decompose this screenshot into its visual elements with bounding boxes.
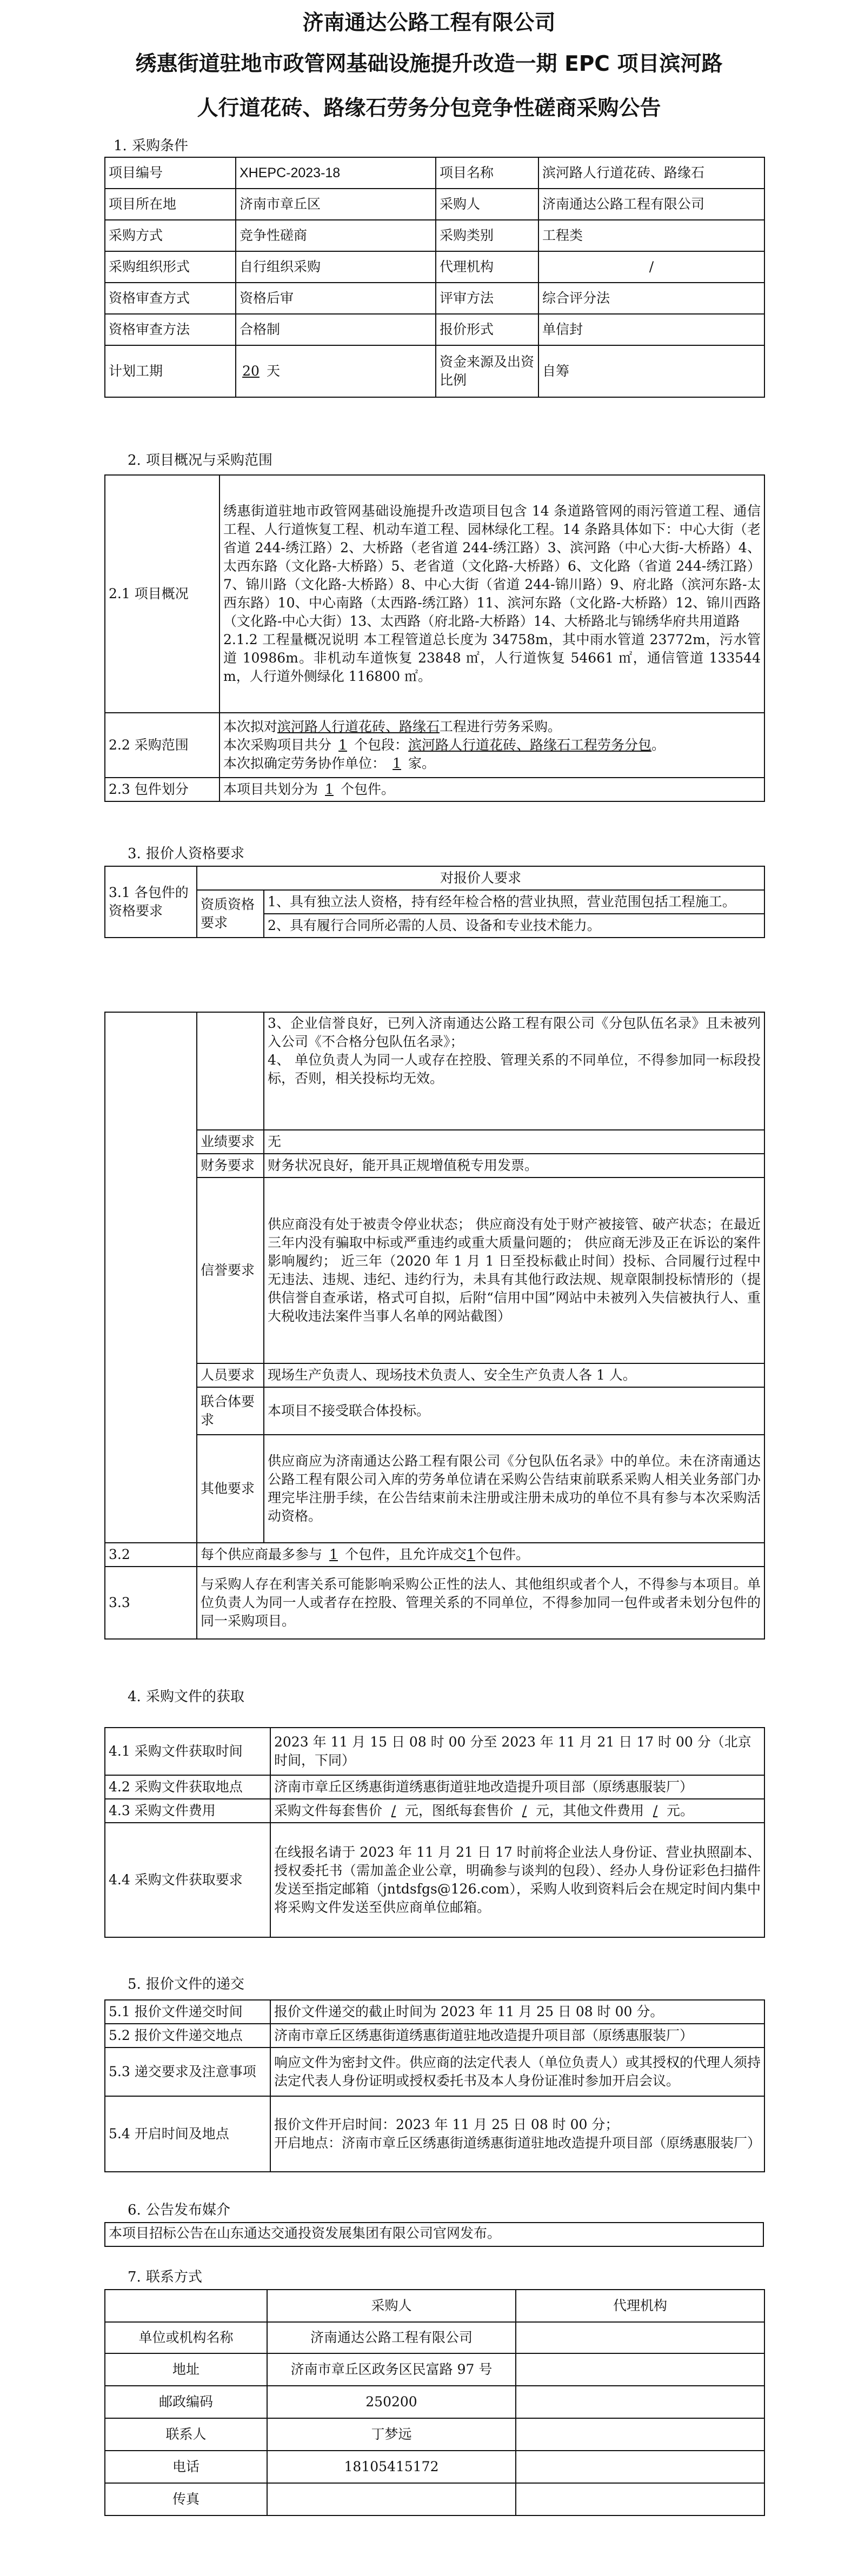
cell-value: 18105415172 (267, 2451, 516, 2483)
qualification-main-table (104, 1012, 765, 1640)
cell-label: 采购人 (436, 189, 538, 220)
cell-header: 采购人 (267, 2290, 516, 2322)
cell-value: 竞争性磋商 (236, 220, 436, 251)
cell-value: 报价文件开启时间：2023 年 11 月 25 日 08 时 00 分； 开启地点：济南市章丘区绣惠街道绣惠街道驻地改造提升项目部（原绣惠服装厂） (270, 2096, 764, 2172)
conditions-table (104, 157, 765, 398)
cell-value (516, 2353, 764, 2386)
table-row (105, 1177, 764, 1363)
cell-value: 工程类 (538, 220, 764, 251)
table-row (105, 1567, 764, 1639)
cell-label: 联系人 (105, 2418, 267, 2451)
doc-title-line1: 绣惠街道驻地市政管网基础设施提升改造一期 EPC 项目滨河路 (135, 52, 723, 76)
doc-title-line2: 人行道花砖、路缘石劳务分包竞争性磋商采购公告 (197, 96, 661, 121)
section-1-heading: 1. 采购条件 (114, 138, 189, 154)
cell-label: 代理机构 (436, 251, 538, 283)
cell-value: 现场生产负责人、现场技术负责人、安全生产负责人各 1 人。 (264, 1363, 764, 1387)
cell-value: 本次拟对滨河路人行道花砖、路缘石工程进行劳务采购。 本次采购项目共分 1 个包段：滨河路人行道花砖、路缘石工程劳务分包。 本次拟确定劳务协作单位： 1 家。 (220, 713, 764, 778)
cell-value: 本项目不接受联合体投标。 (264, 1387, 764, 1435)
cell-value: 济南通达公路工程有限公司 (538, 189, 764, 220)
cell-label: 项目编号 (105, 157, 236, 189)
cell-label: 5.1 报价文件递交时间 (105, 2000, 270, 2024)
cell-value: 每个供应商最多参与 1 个包件，且允许成交1个包件。 (197, 1543, 764, 1567)
cell-blank (105, 2290, 267, 2322)
cell-label: 项目所在地 (105, 189, 236, 220)
cell-label: 地址 (105, 2353, 267, 2386)
cell-value: 滨河路人行道花砖、路缘石 (538, 157, 764, 189)
cell-label: 邮政编码 (105, 2386, 267, 2418)
cell-value: 济南通达公路工程有限公司 (267, 2322, 516, 2353)
table-row (105, 2024, 764, 2048)
cell-value: 2023 年 11 月 15 日 08 时 00 分至 2023 年 11 月 21 日 17 时 00 分（北京时间，下同） (270, 1728, 764, 1775)
cell-label: 3.3 (105, 1567, 197, 1639)
cell-value: 资格后审 (236, 283, 436, 314)
table-row (105, 475, 764, 713)
submit-table (104, 1999, 765, 2172)
cell-label: 资格审查方法 (105, 314, 236, 345)
cell-value: 1、具有独立法人资格，持有经年检合格的营业执照，营业范围包括工程施工。 (264, 890, 764, 914)
cell-value: 报价文件递交的截止时间为 2023 年 11 月 25 日 08 时 00 分。 (270, 2000, 764, 2024)
cell-label: 4.2 采购文件获取地点 (105, 1775, 270, 1799)
overview-table (104, 474, 765, 802)
cell-label: 业绩要求 (197, 1130, 264, 1154)
cell-header: 对报价人要求 (197, 866, 764, 890)
table-row (105, 1130, 764, 1154)
cell-value: 250200 (267, 2386, 516, 2418)
cell-value (516, 2483, 764, 2515)
table-row (105, 2451, 764, 2483)
table-row (105, 345, 764, 397)
cell-value: 丁梦远 (267, 2418, 516, 2451)
cell-label: 采购类别 (436, 220, 538, 251)
table-row (105, 1775, 764, 1799)
cell-value: 供应商应为济南通达公路工程有限公司《分包队伍名录》中的单位。未在济南通达公路工程有限公司入库的劳务单位请在采购公告结束前联系采购人相关业务部门办理完毕注册手续，在公告结束前未注册或注册未成功的单位不具有参与本次采购活动资格。 (264, 1435, 764, 1543)
cell-label: 5.3 递交要求及注意事项 (105, 2048, 270, 2096)
table-row (105, 2048, 764, 2096)
table-row (105, 1154, 764, 1177)
table-row (105, 890, 764, 914)
cell-value (516, 2451, 764, 2483)
cell-label: 联合体要求 (197, 1387, 264, 1435)
cell-label: 信誉要求 (197, 1177, 264, 1363)
cell-blank (105, 1012, 197, 1543)
cell-label: 评审方法 (436, 283, 538, 314)
cell-label: 2.2 采购范围 (105, 713, 220, 778)
cell-value: 济南市章丘区政务区民富路 97 号 (267, 2353, 516, 2386)
cell-value (267, 2483, 516, 2515)
cell-label: 财务要求 (197, 1154, 264, 1177)
table-row (105, 2290, 764, 2322)
cell-value: 在线报名请于 2023 年 11 月 21 日 17 时前将企业法人身份证、营业执照副本、授权委托书（需加盖企业公章，明确参与谈判的包段）、经办人身份证彩色扫描件发送至指定邮箱（jntdsfgs@126.com），采购人收到资料后会在规定时间内集中将采购文件发送至供应商单位邮箱。 (270, 1823, 764, 1937)
table-row (105, 1363, 764, 1387)
cell-value: 合格制 (236, 314, 436, 345)
cell-value: 采购文件每套售价 / 元，图纸每套售价 / 元，其他文件费用 / 元。 (270, 1799, 764, 1823)
cell-value: 自筹 (538, 345, 764, 397)
table-row (105, 1728, 764, 1775)
cell-value (516, 2386, 764, 2418)
section-5-heading: 5. 报价文件的递交 (128, 1976, 245, 1992)
table-row (105, 1012, 764, 1130)
section-7-heading: 7. 联系方式 (128, 2269, 203, 2285)
cell-label: 项目名称 (436, 157, 538, 189)
cell-header: 代理机构 (516, 2290, 764, 2322)
cell-label: 4.3 采购文件费用 (105, 1799, 270, 1823)
table-row (105, 2386, 764, 2418)
media-box: 本项目招标公告在山东通达交通投资发展集团有限公司官网发布。 (104, 2222, 764, 2247)
qualification-top-table (104, 866, 765, 938)
cell-label: 传真 (105, 2483, 267, 2515)
cell-label: 5.2 报价文件递交地点 (105, 2024, 270, 2048)
cell-label: 4.4 采购文件获取要求 (105, 1823, 270, 1937)
table-row (105, 1823, 764, 1937)
table-row (105, 866, 764, 890)
table-row (105, 251, 764, 283)
table-row (105, 1435, 764, 1543)
cell-value: 财务状况良好，能开具正规增值税专用发票。 (264, 1154, 764, 1177)
table-row (105, 189, 764, 220)
cell-label: 人员要求 (197, 1363, 264, 1387)
section-3-heading: 3. 报价人资格要求 (128, 846, 245, 862)
cell-label: 资质资格要求 (197, 890, 264, 938)
table-row (105, 713, 764, 778)
cell-value: / (538, 251, 764, 283)
cell-value: 自行组织采购 (236, 251, 436, 283)
cell-value: 与采购人存在利害关系可能影响采购公正性的法人、其他组织或者个人，不得参与本项目。单位负责人为同一人或者存在控股、管理关系的不同单位，不得参加同一包件或者未划分包件的同一采购项目。 (197, 1567, 764, 1639)
table-row (105, 778, 764, 801)
cell-value: 无 (264, 1130, 764, 1154)
cell-label: 2.1 项目概况 (105, 475, 220, 713)
cell-value: 20 天 (236, 345, 436, 397)
cell-value: 济南市章丘区绣惠街道绣惠街道驻地改造提升项目部（原绣惠服装厂） (270, 1775, 764, 1799)
table-row (105, 2000, 764, 2024)
table-row (105, 157, 764, 189)
cell-label: 4.1 采购文件获取时间 (105, 1728, 270, 1775)
cell-value: 绣惠街道驻地市政管网基础设施提升改造项目包含 14 条道路管网的雨污管道工程、通信工程、人行道恢复工程、机动车道工程、园林绿化工程。14 条路具体如下：中心大街（老省道 244-绣江路）2、大桥路（老省道 244-绣江路）3、滨河路（中心大街-大桥路）4、太西东路（文化路-大桥路）5、老省道（文化路-大桥路）6、文化路（省道 244-绣江路）7、锦川路（文化路-大桥路）8、中心大街（省道 244-锦川路）9、府北路（滨河东路-太西东路）10、中心南路（太西路-绣江路）11、滨河东路（文化路-大桥路）12、锦川西路（文化路-中心大街）13、太西路（府北路-大桥路）14、大桥路北与锦绣华府共用道路 2.1.2 工程量概况说明 本工程管道总长度为 34758m，其中雨水管道 23772m，污水管道 10986m。非机动车道恢复 23848 ㎡，人行道恢复 54661 ㎡，通信管道 133544m，人行道外侧绿化 116800 ㎡。 (220, 475, 764, 713)
cell-value: 本项目共划分为 1 个包件。 (220, 778, 764, 801)
cell-value: 综合评分法 (538, 283, 764, 314)
contact-table (104, 2289, 765, 2516)
table-row (105, 1799, 764, 1823)
table-row (105, 220, 764, 251)
cell-label: 采购方式 (105, 220, 236, 251)
cell-value: 单信封 (538, 314, 764, 345)
table-row (105, 283, 764, 314)
cell-label: 计划工期 (105, 345, 236, 397)
cell-label: 5.4 开启时间及地点 (105, 2096, 270, 2172)
cell-label: 报价形式 (436, 314, 538, 345)
table-row (105, 314, 764, 345)
cell-value: XHEPC-2023-18 (236, 157, 436, 189)
table-row (105, 2483, 764, 2515)
acquire-table (104, 1727, 765, 1938)
cell-value: 济南市章丘区绣惠街道绣惠街道驻地改造提升项目部（原绣惠服装厂） (270, 2024, 764, 2048)
cell-label: 2.3 包件划分 (105, 778, 220, 801)
cell-label: 3.2 (105, 1543, 197, 1567)
cell-blank (197, 1012, 264, 1130)
table-row (105, 2096, 764, 2172)
cell-label: 单位或机构名称 (105, 2322, 267, 2353)
cell-label: 其他要求 (197, 1435, 264, 1543)
table-row (105, 2322, 764, 2353)
cell-label: 电话 (105, 2451, 267, 2483)
section-4-heading: 4. 采购文件的获取 (128, 1689, 245, 1705)
table-row (105, 2418, 764, 2451)
section-6-heading: 6. 公告发布媒介 (128, 2202, 231, 2218)
company-title: 济南通达公路工程有限公司 (302, 11, 556, 35)
table-row (105, 1543, 764, 1567)
cell-label: 3.1 各包件的资格要求 (105, 866, 197, 938)
table-row (105, 1387, 764, 1435)
cell-value: 2、具有履行合同所必需的人员、设备和专业技术能力。 (264, 914, 764, 938)
section-2-heading: 2. 项目概况与采购范围 (128, 452, 273, 469)
cell-value: 响应文件为密封文件。供应商的法定代表人（单位负责人）或其授权的代理人须持法定代表人身份证明或授权委托书及本人身份证准时参加开启会议。 (270, 2048, 764, 2096)
cell-value: 3、企业信誉良好，已列入济南通达公路工程有限公司《分包队伍名录》且未被列入公司《不合格分包队伍名录》； 4、 单位负责人为同一人或存在控股、管理关系的不同单位，不得参加同一标段投标，否则，相关投标均无效。 (264, 1012, 764, 1130)
cell-value: 济南市章丘区 (236, 189, 436, 220)
cell-value (516, 2322, 764, 2353)
cell-value: 供应商没有处于被责令停业状态； 供应商没有处于财产被接管、破产状态；在最近三年内没有骗取中标或严重违约或重大质量问题的； 供应商无涉及正在诉讼的案件影响履约； 近三年（2020 年 1 月 1 日至投标截止时间）投标、合同履行过程中无违法、违规、违纪、违约行为，未具有其他行政法规、规章限制投标情形的（提供信誉自查承诺，格式可自拟，后附“信用中国”网站中未被列入失信被执行人、重大税收违法案件当事人名单的网站截图） (264, 1177, 764, 1363)
cell-label: 采购组织形式 (105, 251, 236, 283)
cell-label: 资金来源及出资比例 (436, 345, 538, 397)
cell-value (516, 2418, 764, 2451)
cell-label: 资格审查方式 (105, 283, 236, 314)
table-row (105, 2353, 764, 2386)
